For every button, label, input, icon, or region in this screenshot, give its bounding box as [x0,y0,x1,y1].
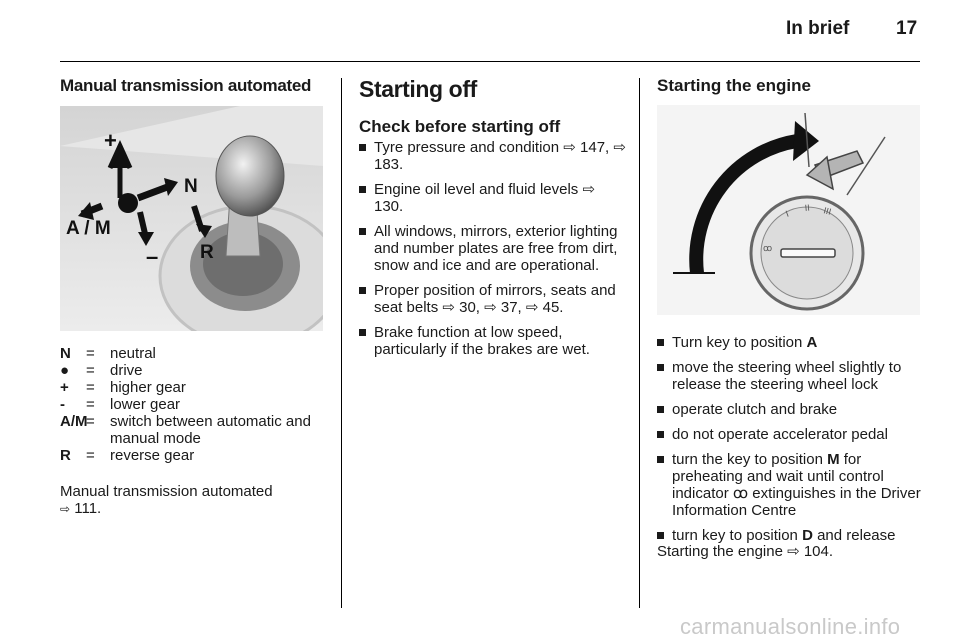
check-list [359,139,627,358]
legend-value: lower gear [110,396,181,413]
step-text: do not operate accelerator pedal [672,426,888,443]
list-item [359,223,627,274]
fig-label-plus: + [104,128,117,153]
legend-value: drive [110,362,143,379]
bullet-icon [657,431,664,438]
column-starting-engine [657,76,922,96]
ignition-figure [657,105,920,315]
list-item [657,451,922,519]
reference-text: Manual transmission automated [60,483,273,500]
step-text: move the steering wheel slightly to release the steering wheel lock [672,359,902,393]
step-key-position: D [802,527,813,544]
list-item [359,324,627,358]
legend-row [60,379,325,396]
legend-value: switch between automatic and manual mode [110,413,311,447]
column-starting-off [359,76,627,366]
bullet-icon [657,456,664,463]
svg-text:ꝏ: ꝏ [763,243,773,253]
page-number: 17 [896,18,918,39]
page-ref-icon: ⇨ [60,502,71,516]
legend-row [60,345,325,362]
starting-off-heading: Starting off [359,76,477,102]
legend-row [60,447,325,464]
legend-key: + [60,379,69,396]
bullet-icon [359,186,366,193]
reference-page: 111. [74,500,102,517]
legend-key: - [60,396,65,413]
reference-link[interactable] [60,500,325,518]
legend-eq: = [86,413,95,430]
step-text: Turn key to position [672,334,807,351]
start-steps [657,332,922,552]
step-text: turn key to position [672,527,803,544]
legend-eq: = [86,396,95,413]
legend-key: ● [60,362,70,379]
transmission-heading: Manual transmission automated [60,76,312,95]
header-rule [60,61,920,62]
step-text: turn the key to position [672,451,828,468]
list-item [359,139,627,173]
bullet-icon [657,364,664,371]
gear-lever-figure [60,106,323,331]
legend-key: R [60,447,71,464]
legend-row [60,413,325,447]
legend-row [60,362,325,379]
list-item [657,359,922,393]
fig-label-r: R [200,242,214,263]
legend-value: reverse gear [110,447,195,464]
legend-eq: = [86,345,95,362]
legend-row [60,396,325,413]
bullet-icon [359,329,366,336]
step-text-after: and release [812,527,896,544]
step-text-after: for preheating and wait until control indicator ꝏ extinguishes in the Driver Information Centre [672,451,921,519]
bullet-icon [657,532,664,539]
page-header-title: In brief [786,18,850,39]
svg-text:III: III [822,205,833,217]
gear-legend [60,345,325,464]
fig-label-n: N [184,176,198,197]
fig-label-minus: – [146,244,159,269]
bullet-icon [359,228,366,235]
fig-label-am: A / M [66,218,111,239]
starting-engine-heading: Starting the engine [657,76,811,95]
legend-eq: = [86,362,95,379]
step-key-position: M [827,451,840,468]
list-item-text: Proper position of mirrors, seats and seat belts ⇨ 30, ⇨ 37, ⇨ 45. [374,282,616,316]
legend-value: neutral [110,345,156,362]
list-item [657,401,922,418]
column-transmission [60,76,325,96]
step-key-position: A [806,334,818,351]
bullet-icon [657,406,664,413]
list-item [359,282,627,316]
step-text: operate clutch and brake [672,401,838,418]
list-item [359,181,627,215]
list-item [657,334,922,351]
column-divider-2 [639,78,640,608]
list-item-text: All windows, mirrors, exterior lighting and number plates are free from dirt, snow and ice and are operational. [374,223,618,274]
list-item-text: Brake function at low speed, particularly if the brakes are wet. [374,324,590,358]
start-steps-list [657,334,922,544]
watermark: carmanualsonline.info [680,614,901,639]
legend-value: higher gear [110,379,186,396]
legend-eq: = [86,447,95,464]
list-item-text: Tyre pressure and condition ⇨ 147, ⇨ 183. [374,139,626,173]
svg-text:I: I [784,208,791,219]
legend-key: N [60,345,71,362]
legend-eq: = [86,379,95,396]
bullet-icon [657,339,664,346]
svg-text:II: II [804,202,811,213]
bullet-icon [359,287,366,294]
transmission-reference [60,483,325,518]
list-item [657,426,922,443]
bullet-icon [359,144,366,151]
starting-engine-reference[interactable]: Starting the engine ⇨ 104. [657,543,834,560]
list-item-text: Engine oil level and fluid levels ⇨ 130. [374,181,596,215]
legend-key: A/M [60,413,88,430]
column-divider-1 [341,78,342,608]
check-heading: Check before starting off [359,117,561,136]
